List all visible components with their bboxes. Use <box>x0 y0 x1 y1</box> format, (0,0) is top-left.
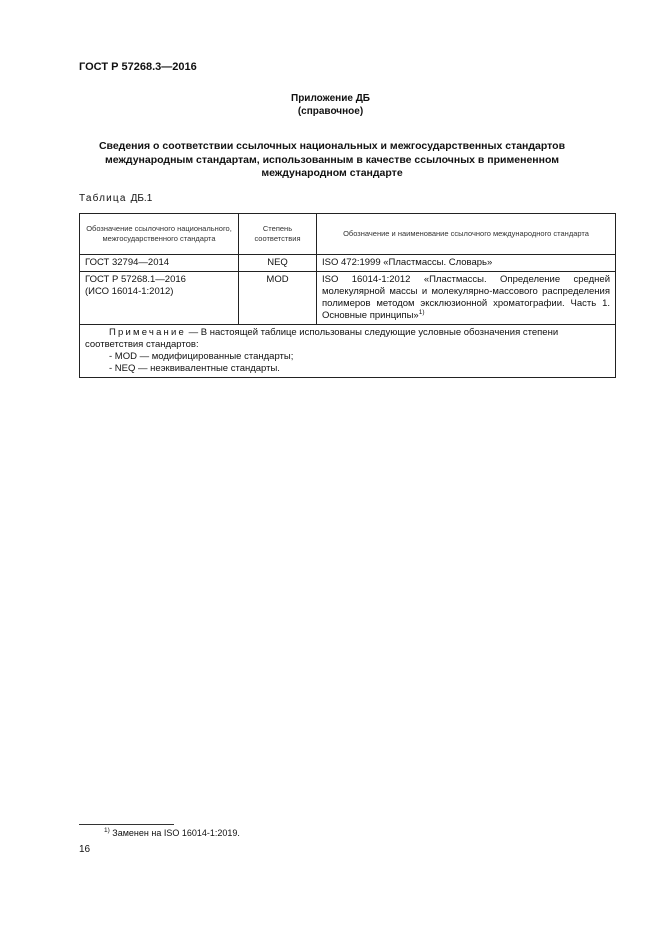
footnote-mark: 1) <box>104 827 110 834</box>
note-paragraph <box>85 327 610 351</box>
cell-standard <box>80 272 239 325</box>
annex-subtitle: (справочное) <box>297 106 364 117</box>
footnote-divider <box>79 824 174 825</box>
section-heading <box>82 140 582 181</box>
table-caption <box>79 193 152 204</box>
cell-degree: NEQ <box>239 255 317 272</box>
intl-standard-text: ISO 16014-1:2012 «Пластмассы. Определение средней молекулярной массы и молекулярно-массового распределения полимеров методом эксклюзионной хроматографии. Часть 1. Основные принципы» <box>322 274 610 321</box>
document-code: ГОСТ Р 57268.3—2016 <box>79 61 197 73</box>
cell-intl-standard <box>317 272 616 325</box>
footnote-reference: 1) <box>418 308 425 316</box>
note-label: Примечание <box>109 327 186 338</box>
table-row <box>80 272 616 325</box>
heading-line-2: международным стандартам, использованным в качестве ссылочных в примененном <box>104 153 560 166</box>
cell-standard <box>80 255 239 272</box>
standard-code: ГОСТ 32794—2014 <box>85 257 170 268</box>
note-text: — В настоящей таблице использованы следующие условные обозначения степени соответствия стандартов: <box>85 327 559 350</box>
table-header-row <box>80 214 616 255</box>
table-row <box>80 255 616 272</box>
annex-title: Приложение ДБ <box>291 93 370 104</box>
footnote <box>104 828 240 838</box>
cell-intl-standard <box>317 255 616 272</box>
footnote-text: Заменен на ISO 16014-1:2019. <box>109 828 240 838</box>
table-note <box>80 325 616 378</box>
cell-degree: MOD <box>239 272 317 325</box>
column-header-international-standard: Обозначение и наименование ссылочного международного стандарта <box>317 214 616 255</box>
heading-line-1: Сведения о соответствии ссылочных национальных и межгосударственных стандартов <box>98 140 566 152</box>
table-caption-number: ДБ.1 <box>130 193 153 204</box>
standard-code: ГОСТ Р 57268.1—2016 <box>85 274 186 285</box>
column-header-degree: Степень соответствия <box>239 214 317 255</box>
column-header-national-standard: Обозначение ссылочного национального, межгосударственного стандарта <box>80 214 239 255</box>
reference-table <box>79 213 616 378</box>
table-caption-label: Таблица <box>79 193 127 204</box>
table-note-row <box>80 325 616 378</box>
intl-standard-text: ISO 472:1999 «Пластмассы. Словарь» <box>322 257 493 268</box>
page-number: 16 <box>79 844 91 855</box>
note-item: - NEQ — неэквивалентные стандарты. <box>109 363 280 374</box>
standard-code-alt: (ИСО 16014-1:2012) <box>85 286 174 297</box>
annex-header <box>0 92 661 118</box>
heading-line-3: международном стандарте <box>261 167 403 179</box>
note-item: - MOD — модифицированные стандарты; <box>109 351 294 362</box>
